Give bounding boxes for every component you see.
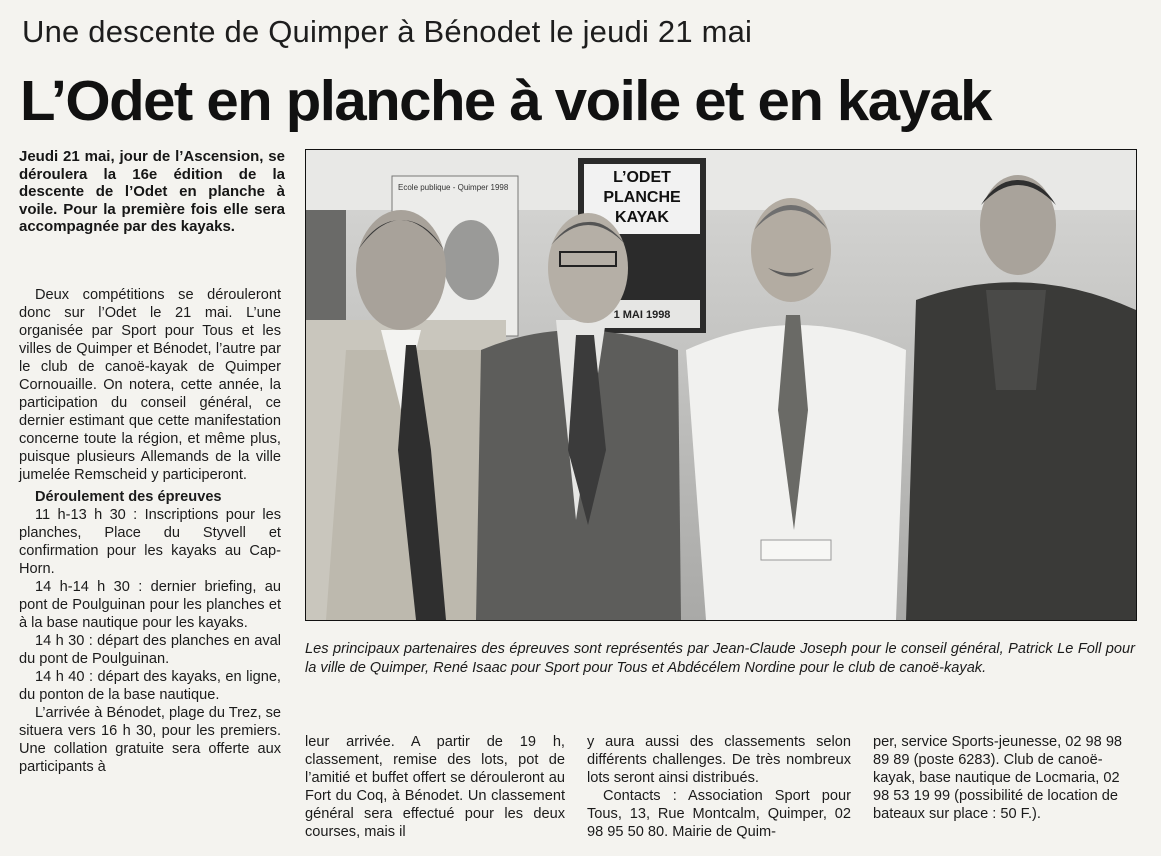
schedule-subhead: Déroulement des épreuves xyxy=(35,489,222,505)
schedule-item: 14 h 30 : départ des planches en aval du pont de Poulguinan. xyxy=(19,633,281,667)
arrival-paragraph: L’arrivée à Bénodet, plage du Trez, se situera vers 16 h 30, pour les premiers. Une collation gratuite sera offerte aux participants à xyxy=(19,705,281,775)
contacts-paragraph: Contacts : Association Sport pour Tous, 13, Rue Montcalm, Quimper, 02 98 95 50 80. Mairie de Quim- xyxy=(587,788,851,840)
photo-caption: Les principaux partenaires des épreuves sont représentés par Jean-Claude Joseph pour le conseil général, Patrick Le Foll pour la ville de Quimper, René Isaac pour Sport pour Tous et Abdécélem Nordine pour le club de canoë-kayak. xyxy=(305,641,1135,676)
body-paragraph: y aura aussi des classements selon différents challenges. De très nombreux lots seront ainsi distribués. xyxy=(587,734,851,786)
intro-paragraph: Deux compétitions se dérouleront donc sur l’Odet le 21 mai. L’une organisée par Sport pour Tous et les villes de Quimper et Bénodet, l’autre par le club de canoë-kayak de Quimper Cornouaille. On notera, cette année, la participation du conseil général, ce dernier estimant que cette manifestation concerne toute la région, et même plus, puisque plusieurs Allemands de la ville jumelée Remscheid y participeront. xyxy=(19,287,281,483)
news-photo xyxy=(305,149,1137,621)
article-headline: L’Odet en planche à voile et en kayak xyxy=(20,69,991,133)
schedule-item: 14 h 40 : départ des kayaks, en ligne, du ponton de la base nautique. xyxy=(19,669,281,703)
article-kicker: Une descente de Quimper à Bénodet le jeudi 21 mai xyxy=(22,14,753,49)
poster-date: 1 MAI 1998 xyxy=(613,309,671,321)
body-paragraph: leur arrivée. A partir de 19 h, classement, remise des lots, pot de l’amitié et buffet offert se dérouleront au Fort du Coq, à Bénodet. Un classement général sera effectué pour les deux courses, mais il xyxy=(305,734,565,840)
article-lead: Jeudi 21 mai, jour de l’Ascension, se déroulera la 16e édition de la descente de l’Odet en planche à voile. Pour la première fois elle sera accompagnée par des kayaks. xyxy=(19,148,285,236)
contacts-continued: per, service Sports-jeunesse, 02 98 98 89 89 (poste 6283). Club de canoë-kayak, base nautique de Locmaria, 02 98 53 19 99 (possibilité de location de bateaux sur place : 50 F.). xyxy=(873,734,1123,822)
poster-title-line: PLANCHE xyxy=(603,189,681,206)
poster-small-text: Ecole publique - Quimper 1998 xyxy=(398,183,509,192)
poster-title-line: L’ODET xyxy=(613,169,671,186)
photo-illustration xyxy=(306,150,1136,620)
body-column-1 xyxy=(19,286,281,776)
body-column-3 xyxy=(587,733,851,841)
poster-title-line: KAYAK xyxy=(615,209,669,226)
schedule-item: 11 h-13 h 30 : Inscriptions pour les planches, Place du Styvell et confirmation pour les kayaks au Cap-Horn. xyxy=(19,507,281,577)
schedule-item: 14 h-14 h 30 : dernier briefing, au pont de Poulguinan pour les planches et à la base nautique pour les kayaks. xyxy=(19,579,281,631)
body-column-4 xyxy=(873,733,1135,823)
body-column-2 xyxy=(305,733,565,841)
